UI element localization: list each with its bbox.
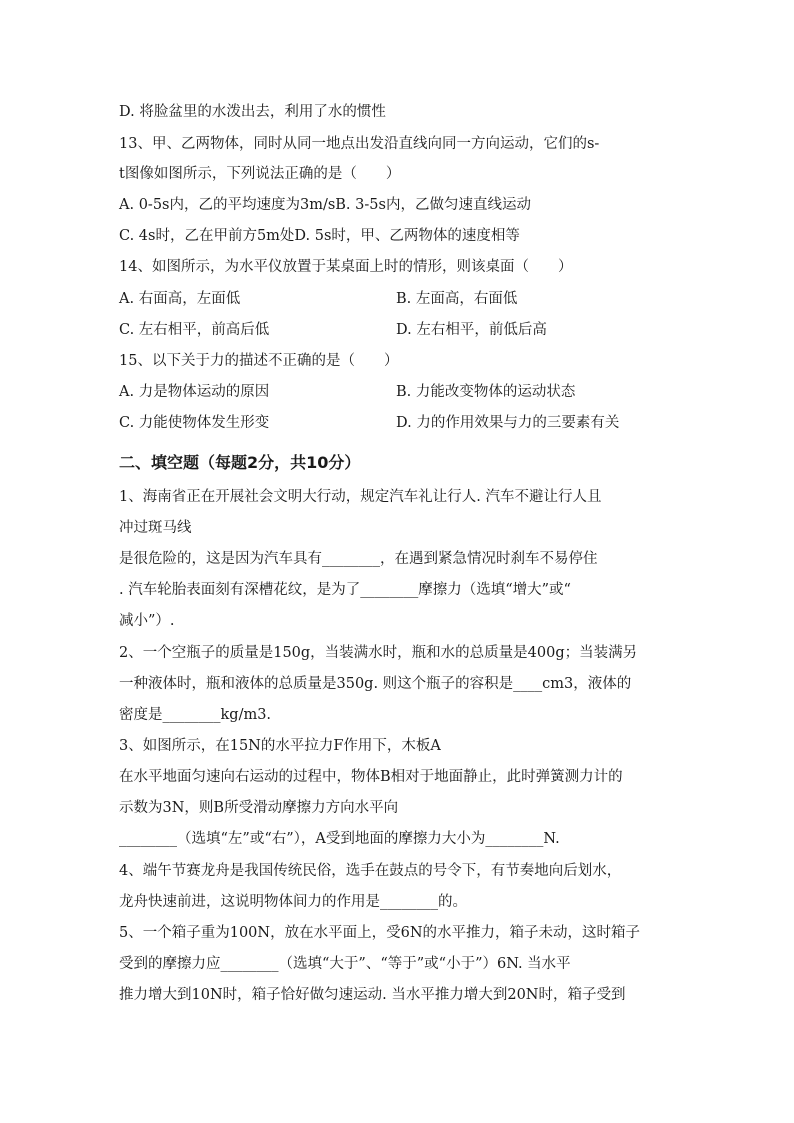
fb5-line-2: 受到的摩擦力应________（选填“大于”、“等于”或“小于”）6N. 当水平 [119,956,571,972]
fb3-line-4: ________（选填“左”或“右”），A受到地面的摩擦力大小为________N. [119,831,560,847]
q12-option-d: D. 将脸盆里的水泼出去，利用了水的惯性 [119,104,386,120]
fb1-line-1: 1、海南省正在开展社会文明大行动，规定汽车礼让行人. 汽车不避让行人且 [119,489,602,505]
q14-option-b: B. 左面高，右面低 [396,291,518,307]
q15-option-c: C. 力能使物体发生形变 [119,415,270,431]
fb1-line-4: . 汽车轮胎表面刻有深槽花纹，是为了________摩擦力（选填“增大”或“ [119,582,571,598]
fb5-line-1: 5、一个箱子重为100N，放在水平面上，受6N的水平推力，箱子未动，这时箱子 [119,925,640,941]
fb1-line-5: 减小”）. [119,613,175,629]
fb4-line-1: 4、端午节赛龙舟是我国传统民俗，选手在鼓点的号令下，有节奏地向后划水， [119,863,622,879]
fb2-line-3: 密度是________kg/m3. [119,707,272,723]
q15-option-d: D. 力的作用效果与力的三要素有关 [396,415,620,431]
fb3-line-1: 3、如图所示，在15N的水平拉力F作用下，木板A [119,738,441,754]
fb2-line-2: 一种液体时，瓶和液体的总质量是350g. 则这个瓶子的容积是____cm3，液体的 [119,676,632,692]
q13-stem-line-2: t图像如图所示，下列说法正确的是（ ） [119,166,401,182]
q14-option-d: D. 左右相平，前低后高 [396,322,547,338]
q14-option-c: C. 左右相平，前高后低 [119,322,270,338]
fb2-line-1: 2、一个空瓶子的质量是150g，当装满水时，瓶和水的总质量是400g；当装满另 [119,645,638,661]
q13-options-ab: A. 0-5s内，乙的平均速度为3m/sB. 3-5s内，乙做匀速直线运动 [119,197,531,213]
q13-stem-line-1: 13、甲、乙两物体，同时从同一地点出发沿直线向同一方向运动，它们的s- [119,136,600,152]
fb5-line-3: 推力增大到10N时，箱子恰好做匀速运动. 当水平推力增大到20N时，箱子受到 [119,987,626,1003]
q15-stem: 15、以下关于力的描述不正确的是（ ） [119,353,399,369]
q14-option-a: A. 右面高，左面低 [119,291,241,307]
fb3-line-3: 示数为3N，则B所受滑动摩擦力方向水平向 [119,800,399,816]
fb1-line-3: 是很危险的，这是因为汽车具有________，在遇到紧急情况时刹车不易停住 [119,551,598,567]
q13-options-cd: C. 4s时，乙在甲前方5m处D. 5s时，甲、乙两物体的速度相等 [119,228,520,244]
fb4-line-2: 龙舟快速前进，这说明物体间力的作用是________的。 [119,894,467,910]
q14-stem: 14、如图所示，为水平仪放置于某桌面上时的情形，则该桌面（ ） [119,259,573,275]
fb3-line-2: 在水平地面匀速向右运动的过程中，物体B相对于地面静止，此时弹簧测力计的 [119,769,623,785]
q15-option-b: B. 力能改变物体的运动状态 [396,384,576,400]
q15-option-a: A. 力是物体运动的原因 [119,384,270,400]
section-heading-fill-blank: 二、填空题（每题2分，共10分） [119,453,361,472]
fb1-line-2: 冲过斑马线 [119,520,192,536]
